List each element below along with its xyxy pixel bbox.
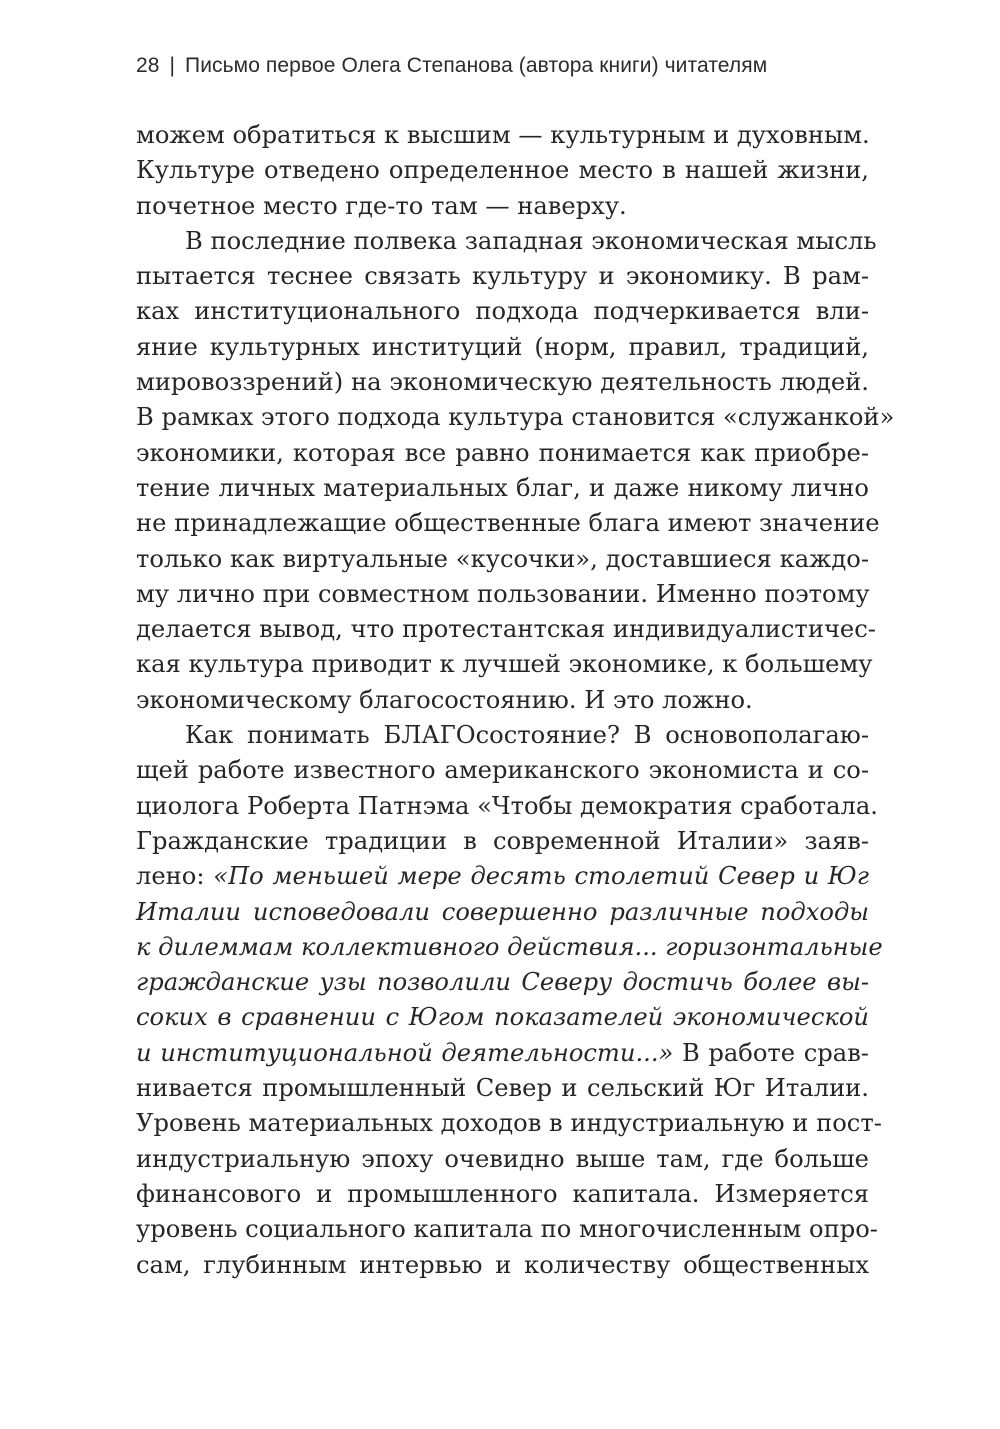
paragraph xyxy=(136,118,869,224)
text-line: му лично при совместном пользовании. Именно поэтому xyxy=(136,579,870,608)
text-line: Гражданские традиции в современной Италии» заяв- xyxy=(136,826,869,855)
text-line: мировоззрений) на экономическую деятельность людей. xyxy=(136,368,869,397)
paragraph xyxy=(136,718,883,1283)
text-line: пытается теснее связать культуру и экономику. В рам- xyxy=(136,262,869,291)
text-line: щей работе известного американского экономиста и со- xyxy=(136,756,869,785)
text-line: можем обратиться к высшим — культурным и духовным. xyxy=(136,121,870,149)
text-line: финансового и промышленного капитала. Измеряется xyxy=(136,1179,869,1208)
text-line: яние культурных институций (норм, правил, традиций, xyxy=(136,332,869,361)
text-line: экономики, которая все равно понимается как приобре- xyxy=(136,438,869,467)
page-number: 28 xyxy=(136,54,160,77)
text-line: делается вывод, что протестантская индивидуалистичес- xyxy=(136,615,876,644)
text-line: кая культура приводит к лучшей экономике, к большему xyxy=(136,650,873,679)
text-line-mixed xyxy=(136,859,869,894)
text-run: В работе срав- xyxy=(673,1038,869,1067)
text-line: только как виртуальные «кусочки», доставшиеся каждо- xyxy=(136,544,869,573)
text-line: сам, глубинным интервью и количеству общественных xyxy=(136,1250,869,1279)
text-line: уровень социального капитала по многочисленным опро- xyxy=(136,1215,878,1244)
text-line: Уровень материальных доходов в индустриальную и пост- xyxy=(136,1109,882,1138)
text-line: нивается промышленный Север и сельский Юг Италии. xyxy=(136,1074,869,1103)
quote-line: гражданские узы позволили Северу достичь более вы- xyxy=(136,968,869,997)
quote-run: и институциональной деятельности...» xyxy=(136,1038,674,1067)
text-line: В последние полвека западная экономическая мысль xyxy=(185,226,877,255)
text-line: почетное место где-то там — наверху. xyxy=(136,191,627,220)
paragraph xyxy=(136,224,895,718)
text-line: экономическому благосостоянию. И это ложно. xyxy=(136,685,753,714)
running-header xyxy=(136,51,896,81)
text-line: Культуре отведено определенное место в нашей жизни, xyxy=(136,156,869,185)
text-line: В рамках этого подхода культура становится «служанкой» xyxy=(136,403,895,432)
quote-line: Италии исповедовали совершенно различные подходы xyxy=(136,897,869,926)
text-line-mixed xyxy=(136,1036,869,1071)
quote-run: «По меньшей мере десять столетий Север и Юг xyxy=(213,862,870,891)
text-line: ках институционального подхода подчеркивается вли- xyxy=(136,297,869,326)
quote-line: соких в сравнении с Югом показателей экономической xyxy=(136,1003,869,1032)
text-line: индустриальную эпоху очевидно выше там, где больше xyxy=(136,1144,869,1173)
body-text xyxy=(136,118,895,1283)
text-line: тение личных материальных благ, и даже никому лично xyxy=(136,473,869,502)
quote-line: к дилеммам коллективного действия... горизонтальные xyxy=(136,932,883,961)
text-line: не принадлежащие общественные блага имеют значение xyxy=(136,509,880,538)
text-line: циолога Роберта Патнэма «Чтобы демократия сработала. xyxy=(136,791,878,820)
text-line: Как понимать БЛАГОсостояние? В основополагаю- xyxy=(185,721,869,750)
text-run: лено: xyxy=(136,862,214,891)
header-title: Письмо первое Олега Степанова (автора книги) читателям xyxy=(185,54,768,77)
header-separator: | xyxy=(169,54,176,77)
